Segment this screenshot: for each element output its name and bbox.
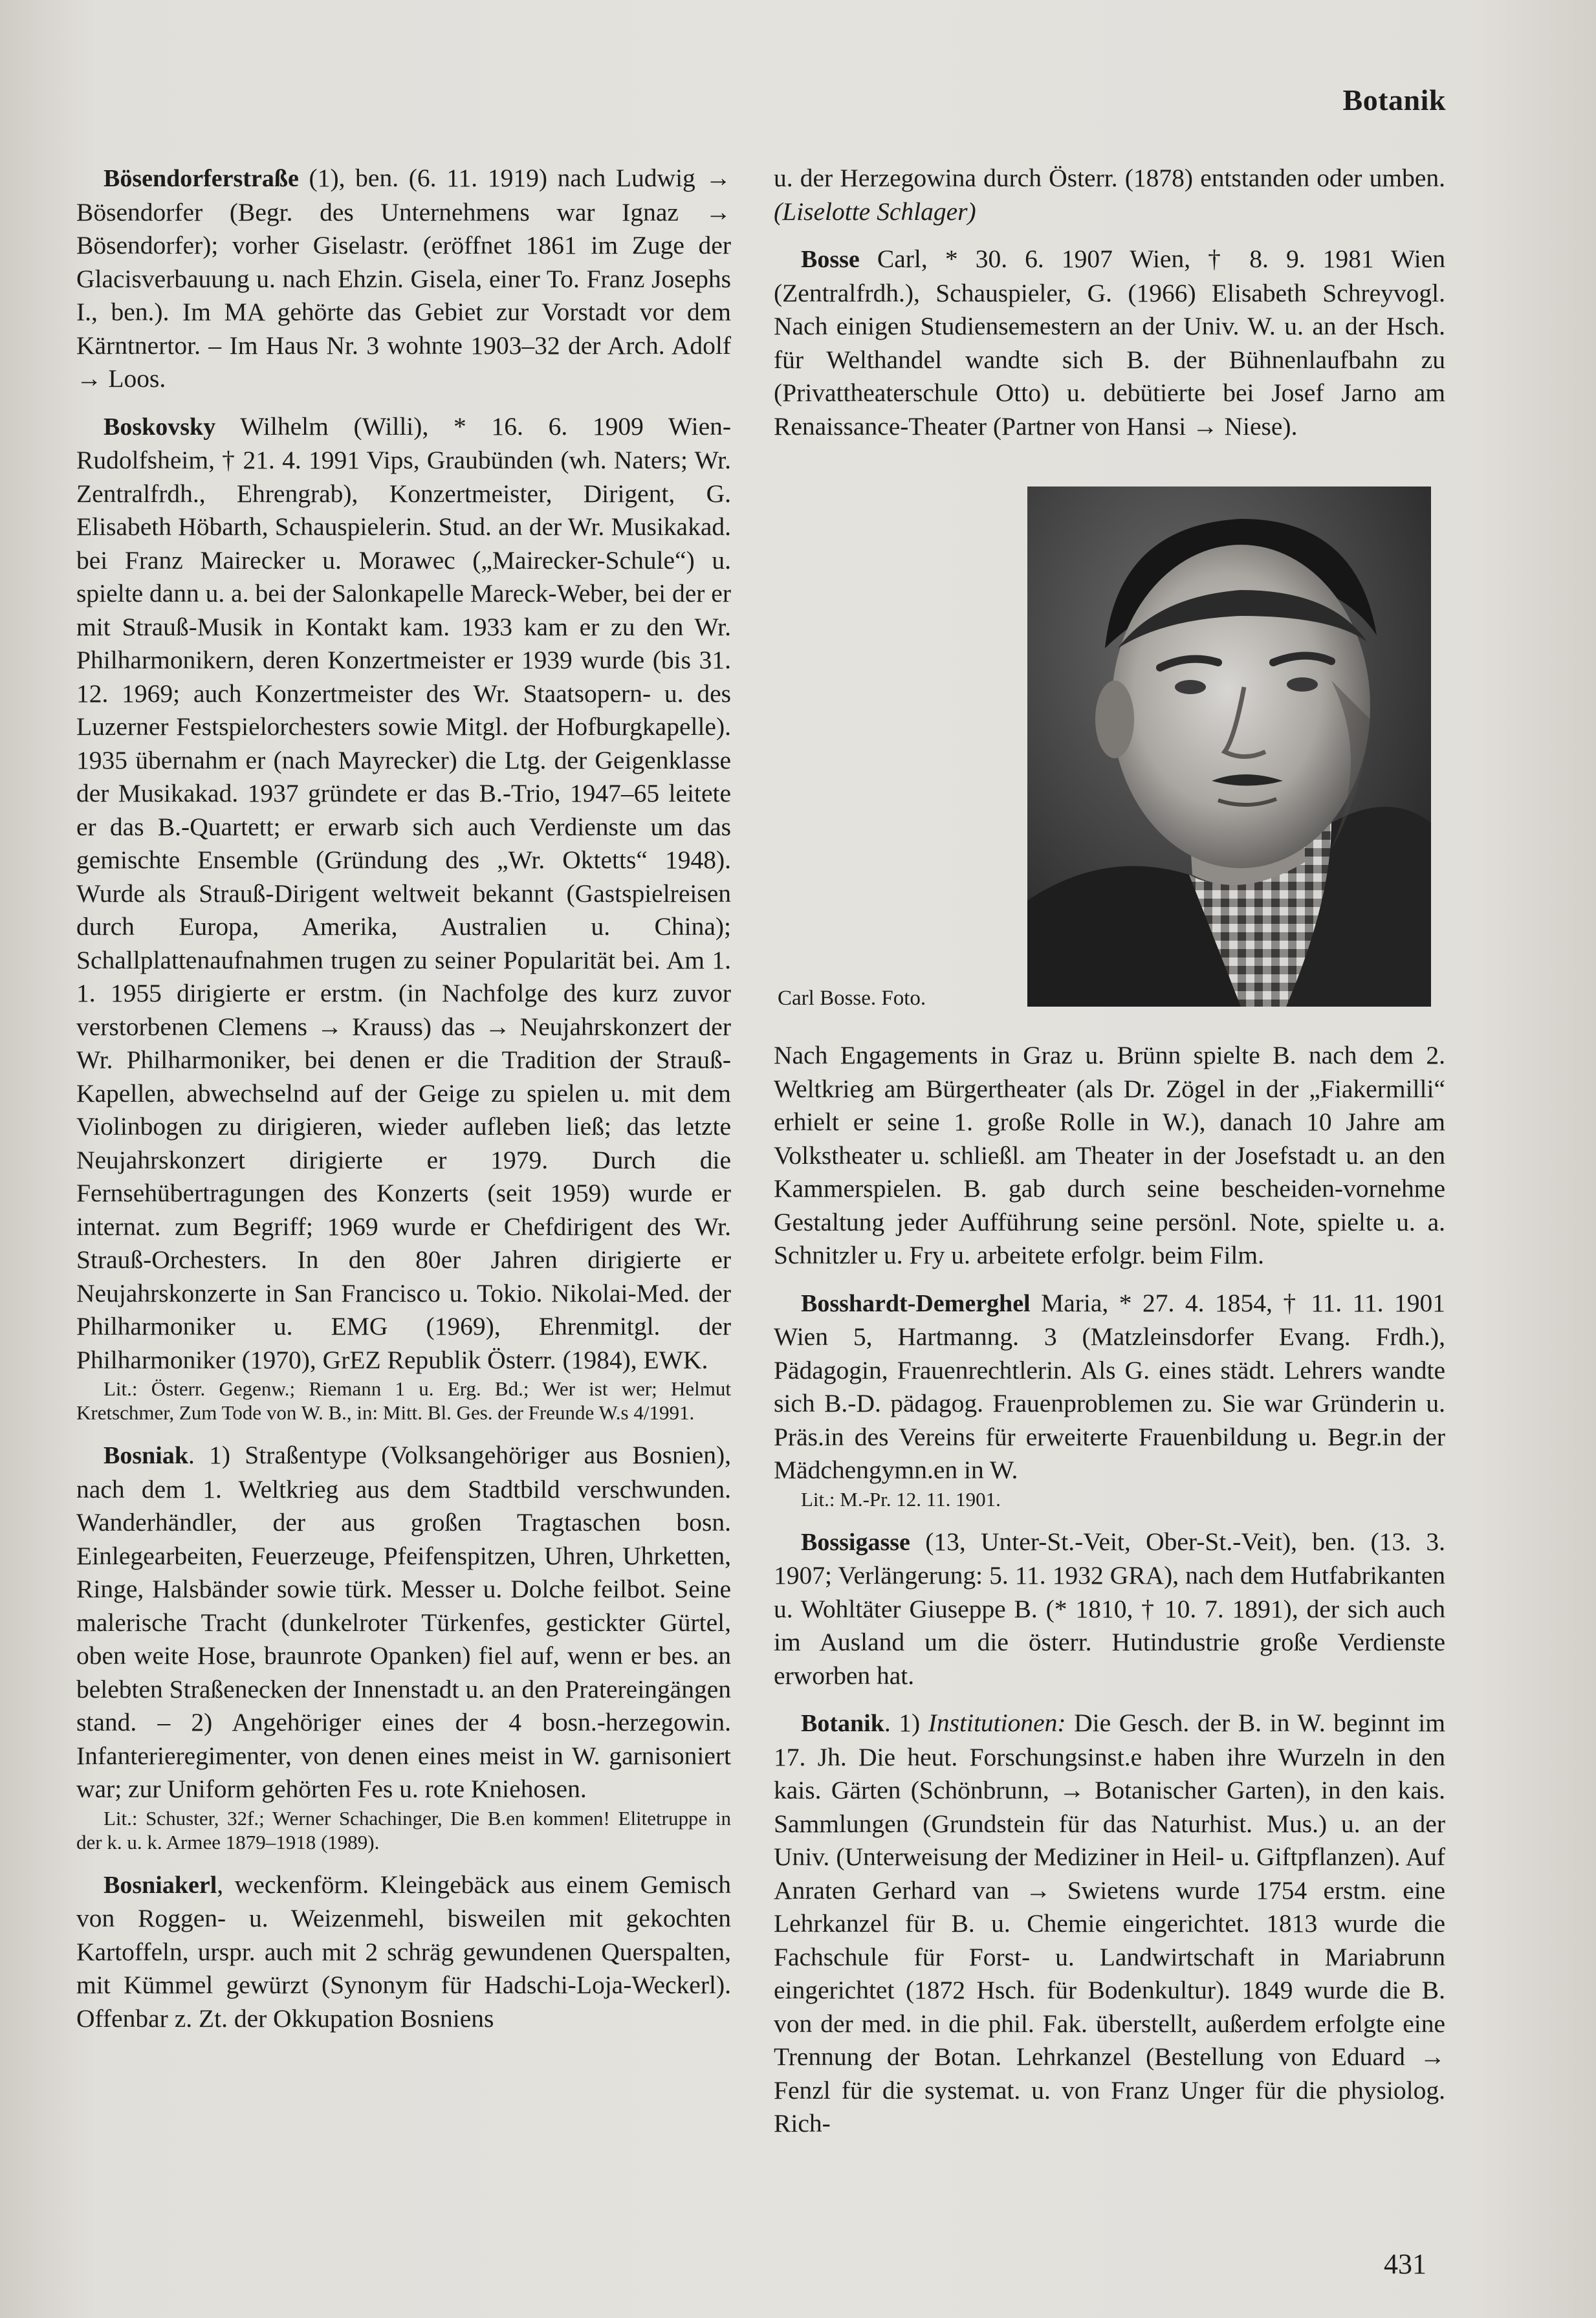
headword: Bosniakerl <box>104 1871 217 1899</box>
entry-bosniakerl <box>76 1868 731 2036</box>
entry-subheading: Institutionen: <box>928 1709 1066 1737</box>
literature-note: Lit.: M.-Pr. 12. 11. 1901. <box>801 1487 1001 1511</box>
headword: Boskovsky <box>104 413 216 441</box>
literature-note: Lit.: Schuster, 32f.; Werner Schachinger, Die B.en kommen! Elitetruppe in der k. u. k. Armee 1879–1918 (1989). <box>76 1806 731 1853</box>
photo-figure <box>774 479 1445 1016</box>
author-signature: (Liselotte Schlager) <box>774 197 976 226</box>
entry-text: Die Gesch. der B. in W. beginnt im 17. Jh. Die heut. Forschungsinst.e haben ihre Wurzeln in den kais. Gärten (Schönbrunn, → Botanischer Garten), in den kais. Sammlungen (Grundstein für das Naturhist. Mus.) u. an der Univ. (Unterweisung der Mediziner in Heil- u. Giftpflanzen). Auf Anraten Gerhard van → Swietens wurde 1754 erstm. eine Lehrkanzel für B. u. Chemie eingerichtet. 1813 wurde die Fachschule für Forst- u. Landwirtschaft in Mariabrunn eingerichtet (1872 Hsch. für Bodenkultur). 1849 wurde die B. von der med. in die phil. Fak. überstellt, außerdem erfolgte eine Trennung der Botan. Lehrkanzel (Bestellung von Eduard → Fenzl für die systemat. u. von Franz Unger für die physiolog. Rich- <box>774 1709 1445 2138</box>
headword: Bossigasse <box>801 1528 910 1556</box>
headword: Botanik <box>801 1710 884 1737</box>
entry-text: (13, Unter-St.-Veit, Ober-St.-Veit), ben. (13. 3. 1907; Verlängerung: 5. 11. 1932 GRA), nach dem Hutfabrikanten u. Wohltäter Giuseppe B. (* 1810, † 10. 7. 1891), der sich auch im Ausland um die österr. Hutindustrie große Verdienste erworben hat. <box>774 1527 1445 1690</box>
entry-bossigasse <box>774 1525 1445 1693</box>
literature-note: Lit.: Österr. Gegenw.; Riemann 1 u. Erg. Bd.; Wer ist wer; Helmut Kretschmer, Zum Tode von W. B., in: Mitt. Bl. Ges. der Freunde W.s 4/1991. <box>76 1377 731 1424</box>
entry-text: Carl, * 30. 6. 1907 Wien, † 8. 9. 1981 Wien (Zentralfrdh.), Schauspieler, G. (1966) Elisabeth Schreyvogl. Nach einigen Studiensemestern an der Univ. W. u. an der Hsch. für Welthandel wandte sich B. der Bühnenlaufbahn zu (Privattheaterschule Otto) u. debütierte bei Josef Jarno am Renaissance-Theater (Partner von Hansi → Niese). <box>774 245 1445 441</box>
right-column-top <box>774 162 1445 457</box>
page-number: 431 <box>1384 2248 1427 2280</box>
entry-text: Nach Engagements in Graz u. Brünn spielte B. nach dem 2. Weltkrieg am Bürgertheater (als Dr. Zögel in der „Fiakermilli“ erhielt er seine 1. große Rolle in W.), danach 10 Jahre am Volkstheater u. schließl. am Theater in der Josefstadt u. an den Kammerspielen. B. gab durch seine bescheiden-vornehme Gestaltung jeder Aufführung seine persönl. Note, spielte u. a. Schnitzler u. Fry u. arbeitete erfolgr. beim Film. <box>774 1041 1445 1269</box>
portrait-photo <box>1027 487 1431 1007</box>
running-head: Botanik <box>1342 83 1446 116</box>
entry-bosniak <box>76 1439 731 1854</box>
entry-boesendorferstrasse <box>76 162 731 396</box>
headword: Bösendorferstraße <box>104 165 299 192</box>
entry-boskovsky <box>76 410 731 1425</box>
entry-text: Wilhelm (Willi), * 16. 6. 1909 Wien-Rudolfsheim, † 21. 4. 1991 Vips, Graubünden (wh. Naters; Wr. Zentralfrdh., Ehrengrab), Konzertmeister, Dirigent, G. Elisabeth Höbarth, Schauspielerin. Stud. an der Wr. Musikakad. bei Franz Mairecker u. Morawec („Mairecker-Schule“) u. spielte dann u. a. bei der Salonkapelle Mareck-Weber, bei der er mit Strauß-Musik in Kontakt kam. 1933 kam er zu den Wr. Philharmonikern, deren Konzertmeister er 1939 wurde (bis 31. 12. 1969; auch Konzertmeister des Wr. Staatsopern- u. des Luzerner Festspielorchesters sowie Mitgl. der Hofburgkapelle). 1935 übernahm er (nach Mayrecker) die Ltg. der Geigenklasse der Musikakad. 1937 gründete er das B.-Trio, 1947–65 leitete er das B.-Quartett; er erwarb sich auch Verdienste um das gemischte Ensemble (Gründung des „Wr. Oktetts“ 1948). Wurde als Strauß-Dirigent weltweit bekannt (Gastspielreisen durch Europa, Amerika, Australien u. China); Schallplattenaufnahmen trugen zu seiner Popularität bei. Am 1. 1. 1955 dirigierte er erstm. (in Nachfolge des kurz zuvor verstorbenen Clemens → Krauss) das → Neujahrskonzert der Wr. Philharmoniker, bei denen er die Tradition der Strauß-Kapellen, abwechselnd auf der Geige zu spielen u. mit dem Violinbogen zu dirigieren, wieder aufleben ließ; das letzte Neujahrskonzert dirigierte er 1979. Durch die Fernsehübertragungen des Konzerts (seit 1959) wurde er internat. zum Begriff; 1969 wurde er Chefdirigent des Wr. Strauß-Orchesters. In den 80er Jahren dirigierte er Neujahrskonzerte in San Francisco u. Tokio. Nikolai-Med. der Philharmoniker u. EMG (1969), Ehrenmitgl. der Philharmoniker (1970), GrEZ Republik Österr. (1984), EWK. <box>76 411 731 1374</box>
entry-text: . 1) Straßentype (Volksangehöriger aus Bosnien), nach dem 1. Weltkrieg aus dem Stadtbild verschwunden. Wanderhändler, der aus großen Tragtaschen bosn. Einlegearbeiten, Feuerzeuge, Pfeifenspitzen, Uhren, Uhrketten, Ringe, Halsbänder sowie türk. Messer u. Dolche feilbot. Seine malerische Tracht (dunkelroter Türkenfes, gestickter Gürtel, oben weite Hose, braunrote Opanken) fiel auf, wenn er bes. an belebten Straßenecken der Innenstadt u. an den Pratereingängen stand. – 2) Angehöriger eines der 4 bosn.-herzegowin. Infanterieregimenter, von denen eines meist in W. garnisoniert war; zur Uniform gehörten Fes u. rote Kniehosen. <box>76 1441 731 1803</box>
entry-text: . 1) <box>884 1709 928 1737</box>
headword: Bosniak <box>104 1442 188 1469</box>
entry-bosniakerl-continued <box>774 162 1445 228</box>
portrait-illustration <box>1027 487 1431 1007</box>
headword: Bosse <box>801 246 860 273</box>
entry-bosse <box>774 243 1445 443</box>
entry-bosshardt-demerghel <box>774 1287 1445 1511</box>
entry-text: u. der Herzegowina durch Österr. (1878) entstanden oder umben. <box>774 164 1445 192</box>
entry-text: Maria, * 27. 4. 1854, † 11. 11. 1901 Wien 5, Hartmanng. 3 (Matzleinsdorfer Evang. Frdh.), Pädagogin, Frauenrechtlerin. Als G. eines städt. Lehrers wandte sich B.-D. pädagog. Frauenproblemen zu. Sie war Gründerin u. Präs.in des Vereins für erweiterte Frauenbildung u. Begr.in der Mädchengymn.en in W. <box>774 1288 1445 1484</box>
photo-caption: Carl Bosse. Foto. <box>778 987 926 1010</box>
entry-botanik <box>774 1707 1445 2141</box>
entry-text: , weckenförm. Kleingebäck aus einem Gemisch von Roggen- u. Weizenmehl, bisweilen mit gekochten Kartoffeln, urspr. auch mit 2 schräg gewundenen Querspalten, mit Kümmel gewürzt (Synonym für Hadschi-Loja-Weckerl). Offenbar z. Zt. der Okkupation Bosniens <box>76 1870 731 2033</box>
headword: Bosshardt-Demerghel <box>801 1289 1031 1317</box>
entry-bosse-continued <box>774 1039 1445 1273</box>
left-column <box>76 162 731 2050</box>
right-column-bottom <box>774 1039 1445 2155</box>
entry-text: (1), ben. (6. 11. 1919) nach Ludwig → Bösendorfer (Begr. des Unternehmens war Ignaz → Bösendorfer); vorher Giselastr. (eröffnet 1861 im Zuge der Glacisverbauung u. nach Ehzin. Gisela, einer To. Franz Josephs I., ben.). Im MA gehörte das Gebiet zur Vorstadt vor dem Kärntnertor. – Im Haus Nr. 3 wohnte 1903–32 der Arch. Adolf → Loos. <box>76 164 731 393</box>
